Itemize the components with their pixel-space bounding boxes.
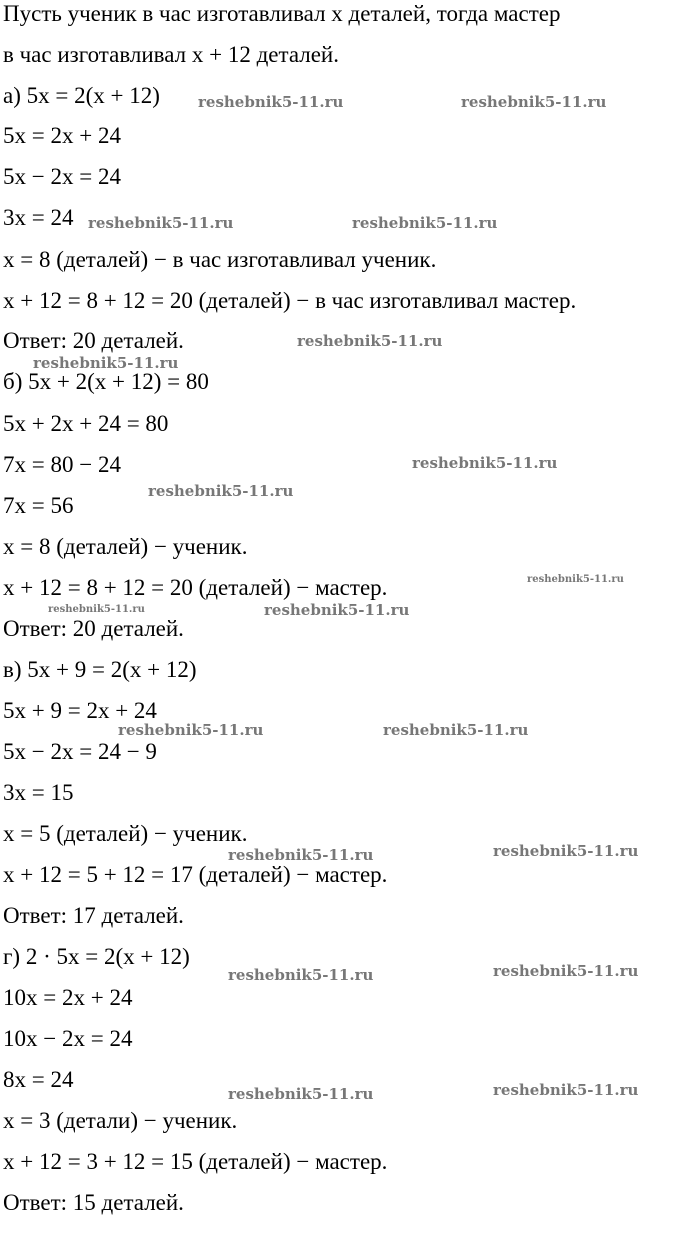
watermark: reshebnik5-11.ru	[264, 601, 410, 619]
text-line: 5x + 2x + 24 = 80	[3, 411, 169, 436]
watermark: reshebnik5-11.ru	[48, 604, 145, 615]
text-line: б) 5x + 2(x + 12) = 80	[3, 369, 209, 394]
text-line: x + 12 = 8 + 12 = 20 (деталей) − в час изготавливал мастер.	[3, 288, 577, 313]
watermark: reshebnik5-11.ru	[493, 962, 639, 980]
watermark: reshebnik5-11.ru	[228, 966, 374, 984]
text-line: Пусть ученик в час изготавливал x деталей, тогда мастер	[3, 1, 561, 26]
watermark: reshebnik5-11.ru	[88, 214, 234, 232]
watermark: reshebnik5-11.ru	[527, 574, 624, 585]
watermark: reshebnik5-11.ru	[493, 842, 639, 860]
watermark: reshebnik5-11.ru	[118, 721, 264, 739]
text-line: x = 8 (деталей) − ученик.	[3, 534, 248, 559]
text-line: 3x = 24	[3, 205, 74, 230]
watermark: reshebnik5-11.ru	[412, 454, 558, 472]
text-line: x + 12 = 3 + 12 = 15 (деталей) − мастер.	[3, 1149, 388, 1174]
text-line: 5x = 2x + 24	[3, 123, 121, 148]
text-line: в) 5x + 9 = 2(x + 12)	[3, 657, 197, 682]
text-line: x = 5 (деталей) − ученик.	[3, 821, 248, 846]
watermark: reshebnik5-11.ru	[493, 1081, 639, 1099]
text-line: Ответ: 20 деталей.	[3, 328, 184, 353]
text-line: 10x = 2x + 24	[3, 985, 133, 1010]
text-line: x + 12 = 8 + 12 = 20 (деталей) − мастер.	[3, 575, 388, 600]
text-line: x = 3 (детали) − ученик.	[3, 1108, 238, 1133]
watermark: reshebnik5-11.ru	[228, 1085, 374, 1103]
text-line: Ответ: 15 деталей.	[3, 1190, 184, 1215]
text-line: x + 12 = 5 + 12 = 17 (деталей) − мастер.	[3, 862, 388, 887]
watermark: reshebnik5-11.ru	[198, 93, 344, 111]
watermark: reshebnik5-11.ru	[297, 332, 443, 350]
text-line: Ответ: 20 деталей.	[3, 616, 184, 641]
watermark: reshebnik5-11.ru	[383, 721, 529, 739]
text-line: x = 8 (деталей) − в час изготавливал ученик.	[3, 247, 437, 272]
text-line: 8x = 24	[3, 1067, 74, 1092]
text-line: а) 5x = 2(x + 12)	[3, 83, 160, 108]
watermark: reshebnik5-11.ru	[228, 846, 374, 864]
text-line: 5x − 2x = 24 − 9	[3, 739, 157, 764]
text-line: 5x + 9 = 2x + 24	[3, 698, 157, 723]
watermark: reshebnik5-11.ru	[148, 482, 294, 500]
text-line: Ответ: 17 деталей.	[3, 903, 184, 928]
watermark: reshebnik5-11.ru	[33, 354, 179, 372]
text-line: г) 2 · 5x = 2(x + 12)	[3, 944, 190, 969]
text-line: в час изготавливал x + 12 деталей.	[3, 42, 339, 67]
text-line: 10x − 2x = 24	[3, 1026, 133, 1051]
text-line: 7x = 56	[3, 493, 74, 518]
watermark: reshebnik5-11.ru	[461, 93, 607, 111]
text-line: 3x = 15	[3, 780, 74, 805]
watermark: reshebnik5-11.ru	[352, 214, 498, 232]
text-line: 5x − 2x = 24	[3, 164, 121, 189]
text-line: 7x = 80 − 24	[3, 452, 121, 477]
